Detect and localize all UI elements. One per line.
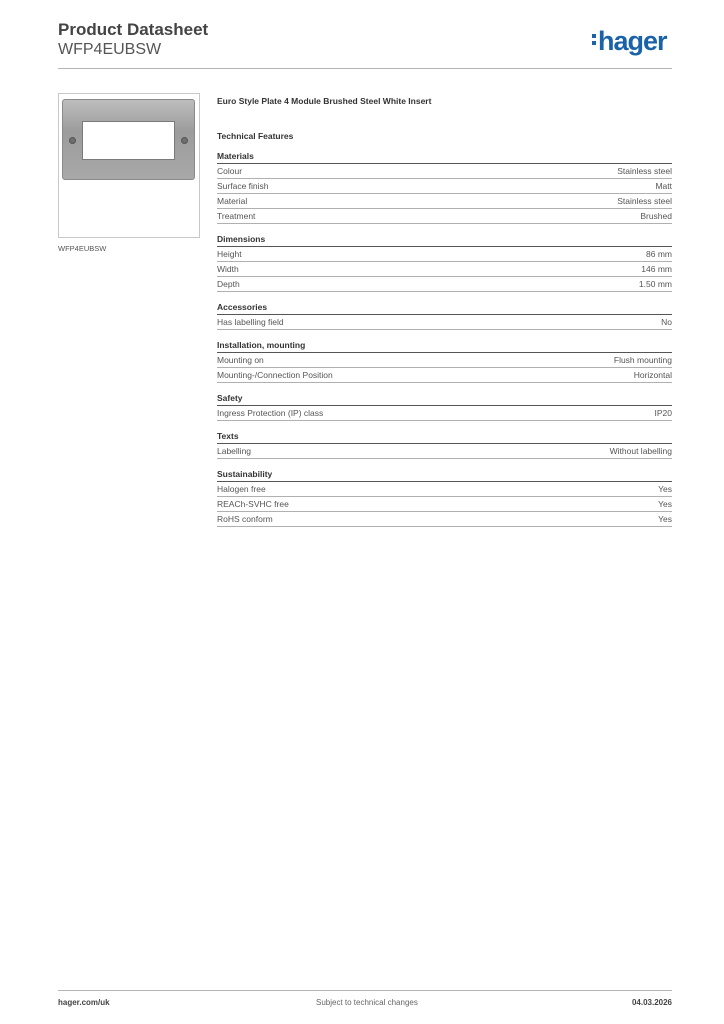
section-title: Sustainability <box>217 467 672 482</box>
spec-value: IP20 <box>654 408 672 418</box>
spec-label: Has labelling field <box>217 317 284 327</box>
section-title: Installation, mounting <box>217 338 672 353</box>
spec-label: Width <box>217 264 239 274</box>
spec-section <box>217 391 672 421</box>
spec-section <box>217 467 672 527</box>
spec-row <box>217 315 672 330</box>
spec-value: 1.50 mm <box>638 279 672 289</box>
logo-text: hager <box>598 26 667 56</box>
spec-row <box>217 262 672 277</box>
footer-divider <box>58 990 672 991</box>
spec-label: Labelling <box>217 446 252 456</box>
spec-value: Yes <box>658 499 672 509</box>
section-title: Dimensions <box>217 232 672 247</box>
screw-icon <box>181 137 188 144</box>
product-details <box>217 96 672 527</box>
spec-row <box>217 277 672 292</box>
technical-features-heading: Technical Features <box>217 131 294 141</box>
spec-row <box>217 179 672 194</box>
spec-label: Treatment <box>217 211 256 221</box>
spec-row <box>217 482 672 497</box>
spec-section <box>217 338 672 383</box>
logo-dots-icon <box>592 31 596 48</box>
spec-row <box>217 512 672 527</box>
spec-value: 146 mm <box>641 264 672 274</box>
section-title: Accessories <box>217 300 672 315</box>
spec-label: RoHS conform <box>217 514 273 524</box>
spec-section <box>217 300 672 330</box>
image-caption: WFP4EUBSW <box>58 244 107 253</box>
spec-value: Matt <box>655 181 672 191</box>
spec-row <box>217 353 672 368</box>
spec-label: Ingress Protection (IP) class <box>217 408 324 418</box>
spec-value: Stainless steel <box>617 166 672 176</box>
product-name: Euro Style Plate 4 Module Brushed Steel White Insert <box>217 96 432 106</box>
product-image <box>58 93 200 238</box>
header-divider <box>58 68 672 69</box>
spec-value: Flush mounting <box>613 355 672 365</box>
footer-date: 04.03.2026 <box>631 998 672 1007</box>
spec-row <box>217 368 672 383</box>
spec-label: Halogen free <box>217 484 266 494</box>
feature-sections <box>217 149 672 527</box>
spec-section <box>217 149 672 224</box>
spec-label: Height <box>217 249 242 259</box>
footer-website[interactable]: hager.com/uk <box>58 998 110 1007</box>
spec-row <box>217 406 672 421</box>
spec-row <box>217 444 672 459</box>
spec-section <box>217 232 672 292</box>
spec-label: Colour <box>217 166 243 176</box>
page-title: Product Datasheet <box>58 20 209 39</box>
spec-row <box>217 194 672 209</box>
spec-row <box>217 247 672 262</box>
hager-logo <box>592 26 667 56</box>
spec-label: REACh-SVHC free <box>217 499 289 509</box>
product-code: WFP4EUBSW <box>58 41 162 58</box>
section-title: Safety <box>217 391 672 406</box>
spec-value: Stainless steel <box>617 196 672 206</box>
spec-value: Yes <box>658 484 672 494</box>
spec-value: Without labelling <box>609 446 672 456</box>
spec-label: Depth <box>217 279 240 289</box>
section-title: Materials <box>217 149 672 164</box>
spec-value: Brushed <box>640 211 672 221</box>
spec-value: Horizontal <box>633 370 672 380</box>
spec-label: Material <box>217 196 248 206</box>
spec-value: 86 mm <box>646 249 672 259</box>
spec-value: Yes <box>658 514 672 524</box>
spec-value: No <box>661 317 672 327</box>
spec-row <box>217 164 672 179</box>
wall-plate-image <box>62 99 195 180</box>
spec-label: Surface finish <box>217 181 269 191</box>
spec-row <box>217 497 672 512</box>
spec-label: Mounting-/Connection Position <box>217 370 333 380</box>
plate-insert <box>82 121 175 160</box>
spec-row <box>217 209 672 224</box>
section-title: Texts <box>217 429 672 444</box>
document-header <box>58 20 208 60</box>
spec-label: Mounting on <box>217 355 264 365</box>
footer-notice: Subject to technical changes <box>316 998 418 1007</box>
spec-section <box>217 429 672 459</box>
screw-icon <box>69 137 76 144</box>
